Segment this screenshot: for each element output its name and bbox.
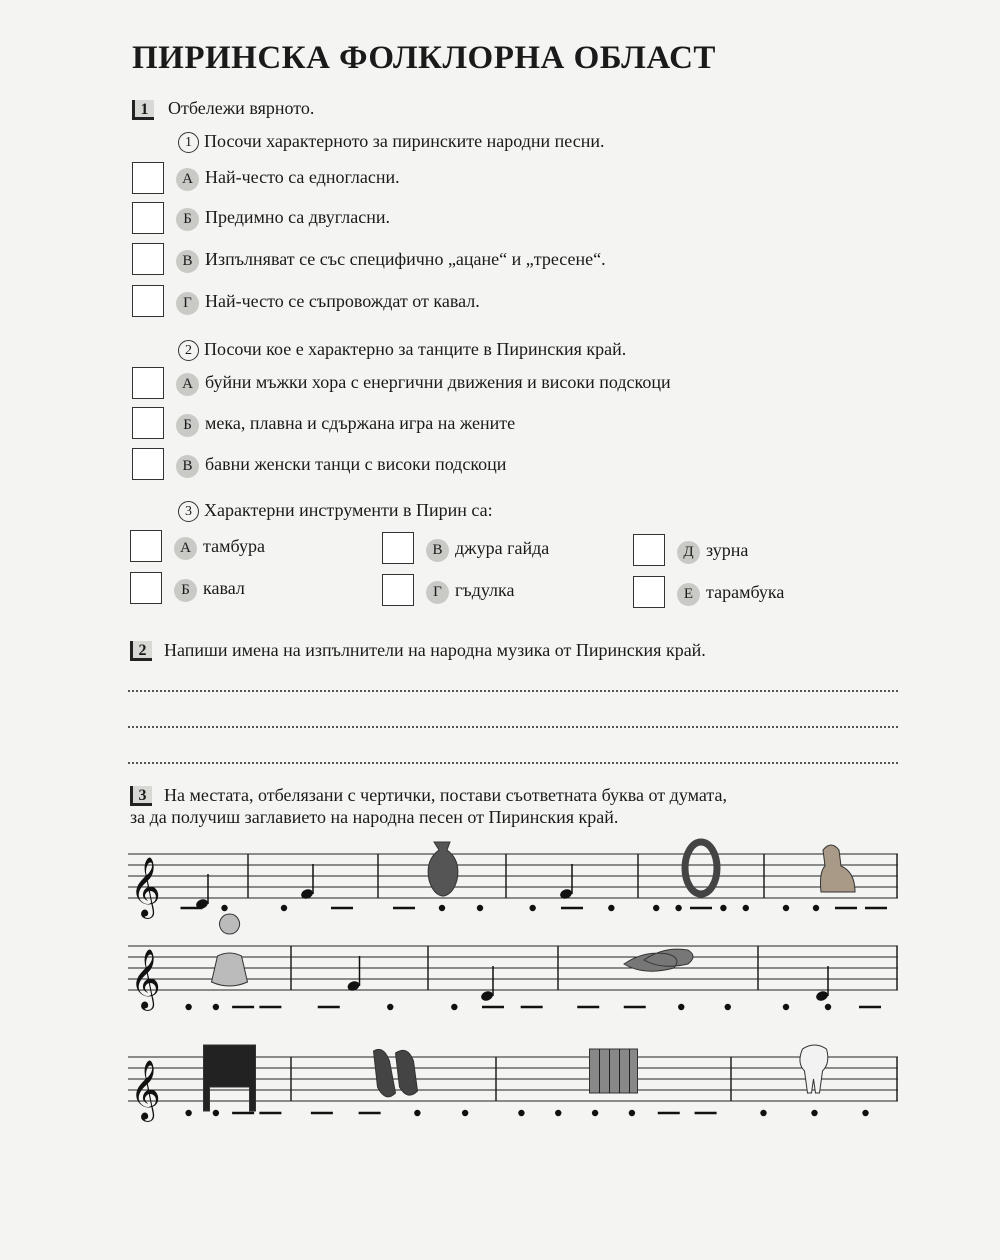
- checkbox-q3-f[interactable]: [633, 576, 665, 608]
- checkbox-q3-d[interactable]: [382, 574, 414, 606]
- checkbox-q3-a[interactable]: [130, 530, 162, 562]
- option-text: кавал: [203, 578, 245, 598]
- task-3-instruction-line1: На местата, отбелязани с чертички, постави съответната буква от думата,: [164, 785, 727, 805]
- measure: [451, 966, 543, 1010]
- option-letter: Д: [677, 541, 700, 564]
- option-letter: Е: [677, 583, 700, 606]
- option-q1-b: [176, 207, 390, 231]
- measure: [653, 842, 749, 911]
- letter-dot: [629, 1110, 635, 1116]
- task-1-instruction: Отбележи вярното.: [168, 98, 315, 118]
- question-2: [178, 339, 626, 361]
- task-2-instruction: Напиши имена на изпълнители на народна музика от Пиринския край.: [164, 640, 706, 660]
- checkbox-q3-e[interactable]: [633, 534, 665, 566]
- letter-dot: [281, 905, 287, 911]
- letter-dot: [592, 1110, 598, 1116]
- accordion-icon: [590, 1049, 638, 1093]
- treble-clef-icon: 𝄞: [130, 949, 161, 1009]
- measure: [181, 874, 228, 911]
- question-marker: 1: [178, 132, 199, 153]
- letter-dot: [783, 905, 789, 911]
- measure: [318, 956, 394, 1010]
- tooth-icon: [800, 1045, 828, 1093]
- music-staff-1: [128, 835, 898, 920]
- question-1: [178, 131, 605, 153]
- option-text: бавни женски танци с високи подскоци: [205, 454, 507, 474]
- question-marker: 3: [178, 501, 199, 522]
- measure: [783, 845, 887, 911]
- treble-clef-icon: 𝄞: [130, 1060, 161, 1120]
- answer-line[interactable]: [128, 762, 898, 764]
- option-text: Най-често се съпровождат от кавал.: [205, 291, 480, 311]
- measure: [529, 864, 614, 911]
- letter-dot: [862, 1110, 868, 1116]
- option-letter: А: [176, 373, 199, 396]
- note-head: [480, 990, 494, 1003]
- checkbox-q1-a[interactable]: [132, 162, 164, 194]
- measure: [185, 914, 281, 1010]
- answer-line[interactable]: [128, 690, 898, 692]
- letter-dot: [518, 1110, 524, 1116]
- option-text: Изпълняват се със специфично „ацане“ и „тресене“.: [205, 249, 606, 269]
- treble-clef-icon: 𝄞: [130, 857, 161, 917]
- option-letter: В: [176, 455, 199, 478]
- letter-dot: [653, 905, 659, 911]
- task-2-number: 2: [130, 641, 152, 661]
- checkbox-q1-d[interactable]: [132, 285, 164, 317]
- checkbox-q2-b[interactable]: [132, 407, 164, 439]
- option-text: Предимно са двугласни.: [205, 207, 391, 227]
- measure: [760, 1045, 868, 1116]
- letter-dot: [213, 1110, 219, 1116]
- letter-dot: [725, 1004, 731, 1010]
- answer-line[interactable]: [128, 726, 898, 728]
- checkbox-q3-c[interactable]: [382, 532, 414, 564]
- question-3: [178, 500, 493, 522]
- measure: [185, 1045, 281, 1116]
- option-letter: А: [176, 168, 199, 191]
- measure: [577, 949, 731, 1010]
- option-letter: В: [426, 539, 449, 562]
- letter-dot: [414, 1110, 420, 1116]
- letter-dot: [451, 1004, 457, 1010]
- option-letter: Б: [174, 579, 197, 602]
- option-q1-c: [176, 249, 606, 273]
- option-text: тарамбука: [706, 582, 785, 602]
- option-text: гъдулка: [455, 580, 515, 600]
- option-q2-a: [176, 372, 671, 396]
- task-3-instruction-line2: за да получиш заглавието на народна песен от Пиринския край.: [130, 807, 619, 827]
- checkbox-q1-b[interactable]: [132, 202, 164, 234]
- note-head: [815, 990, 829, 1003]
- letter-dot: [555, 1110, 561, 1116]
- baby-icon: [212, 914, 248, 986]
- letter-dot: [477, 905, 483, 911]
- ring-icon: [685, 842, 717, 894]
- letter-dot: [811, 1110, 817, 1116]
- letter-dot: [221, 905, 227, 911]
- option-text: буйни мъжки хора с енергични движения и високи подскоци: [205, 372, 671, 392]
- letter-dot: [813, 905, 819, 911]
- option-letter: Б: [176, 208, 199, 231]
- task-1-number: 1: [132, 100, 154, 120]
- letter-dot: [213, 1004, 219, 1010]
- measure: [311, 1049, 468, 1116]
- staff-3-svg: [128, 1035, 898, 1120]
- measure: [518, 1049, 716, 1116]
- option-q3-c: [426, 538, 549, 562]
- checkbox-q2-a[interactable]: [132, 367, 164, 399]
- letter-dot: [439, 905, 445, 911]
- question-marker: 2: [178, 340, 199, 361]
- music-staff-3: [128, 1035, 898, 1120]
- option-q3-f: [677, 582, 784, 606]
- music-staff-2: [128, 928, 898, 1018]
- option-letter: Г: [426, 581, 449, 604]
- checkbox-q1-c[interactable]: [132, 243, 164, 275]
- letter-dot: [760, 1110, 766, 1116]
- option-q2-b: [176, 413, 515, 437]
- measure: [783, 966, 881, 1010]
- option-text: зурна: [706, 540, 749, 560]
- option-q3-b: [174, 578, 245, 602]
- letter-dot: [529, 905, 535, 911]
- option-letter: А: [174, 537, 197, 560]
- checkbox-q2-c[interactable]: [132, 448, 164, 480]
- question-text: Посочи характерното за пиринските народни песни.: [204, 131, 605, 151]
- option-text: тамбура: [203, 536, 265, 556]
- letter-dot: [825, 1004, 831, 1010]
- question-text: Характерни инструменти в Пирин са:: [204, 500, 493, 520]
- letter-dot: [783, 1004, 789, 1010]
- option-letter: Г: [176, 292, 199, 315]
- staff-2-svg: [128, 928, 898, 1018]
- letter-dot: [608, 905, 614, 911]
- checkbox-q3-b[interactable]: [130, 572, 162, 604]
- option-q1-a: [176, 167, 400, 191]
- page-title: ПИРИНСКА ФОЛКЛОРНА ОБЛАСТ: [132, 40, 716, 76]
- vase-icon: [428, 842, 458, 896]
- letter-dot: [678, 1004, 684, 1010]
- letter-dot: [185, 1110, 191, 1116]
- question-text: Посочи кое е характерно за танците в Пиринския край.: [204, 339, 627, 359]
- letter-dot: [743, 905, 749, 911]
- option-q2-c: [176, 454, 506, 478]
- task-3-number: 3: [130, 786, 152, 806]
- staff-1-svg: [128, 835, 898, 920]
- letter-dot: [462, 1110, 468, 1116]
- letter-dot: [720, 905, 726, 911]
- letter-dot: [387, 1004, 393, 1010]
- option-letter: Б: [176, 414, 199, 437]
- option-q3-d: [426, 580, 515, 604]
- measure: [393, 842, 483, 911]
- measure: [281, 864, 353, 911]
- option-q3-e: [677, 540, 748, 564]
- option-letter: В: [176, 250, 199, 273]
- letter-dot: [185, 1004, 191, 1010]
- dog-icon: [821, 845, 856, 892]
- option-q3-a: [174, 536, 265, 560]
- option-text: Най-често са едногласни.: [205, 167, 400, 187]
- option-text: мека, плавна и сдържана игра на жените: [205, 413, 516, 433]
- option-q1-d: [176, 291, 480, 315]
- letter-dot: [675, 905, 681, 911]
- option-text: джура гайда: [455, 538, 550, 558]
